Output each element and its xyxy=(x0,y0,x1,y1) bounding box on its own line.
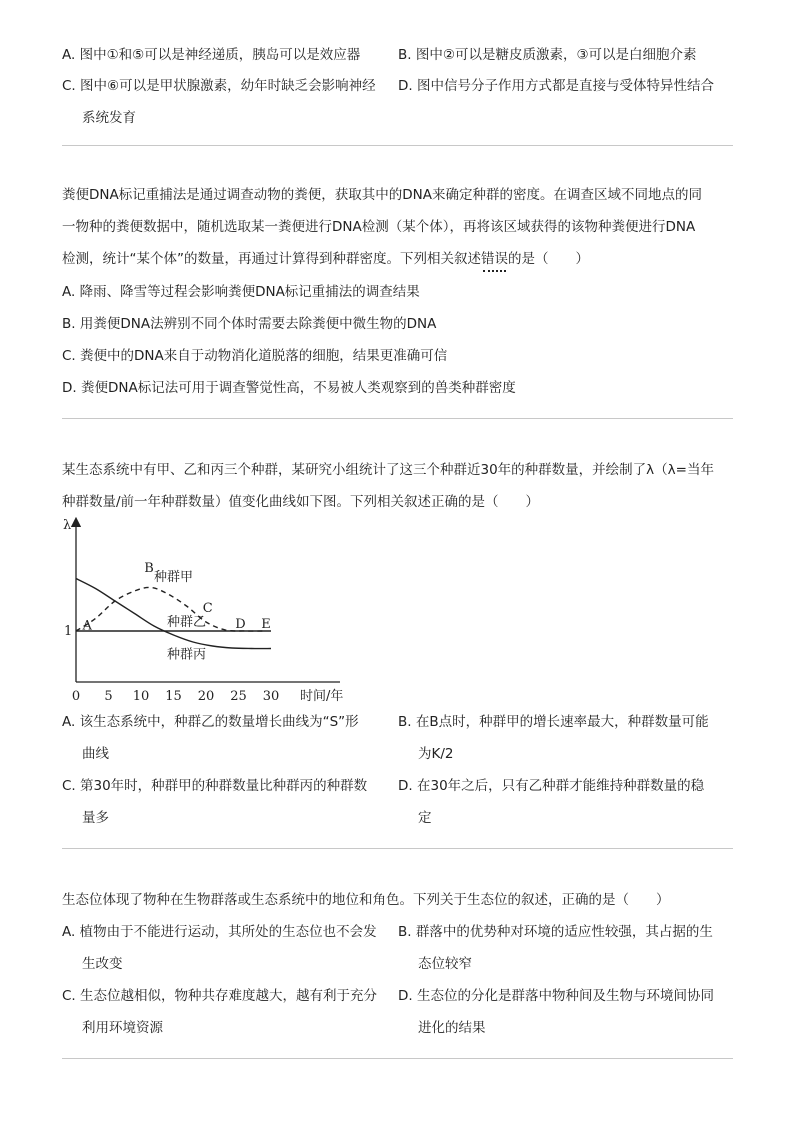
question-divider xyxy=(62,418,733,419)
q3-option-c-continued: 量多 xyxy=(82,810,109,826)
q2-stem-line1: 粪便DNA标记重捕法是通过调查动物的粪便，获取其中的DNA来确定种群的密度。在调查区域不同地点的同 xyxy=(62,187,702,203)
q4-stem: 生态位体现了物种在生物群落或生态系统中的地位和角色。下列关于生态位的叙述，正确的是（ ） xyxy=(62,892,670,908)
q4-option-b: B. 群落中的优势种对环境的适应性较强，其占据的生 xyxy=(398,924,713,940)
q2-emphasis-word: 错误 xyxy=(481,251,508,267)
x-tick-label: 10 xyxy=(132,689,150,704)
q3-option-a-continued: 曲线 xyxy=(82,746,109,762)
q2-option-a: A. 降雨、降雪等过程会影响粪便DNA标记重捕法的调查结果 xyxy=(62,284,420,300)
lambda-chart xyxy=(60,516,380,708)
q3-option-b: B. 在B点时，种群甲的增长速率最大，种群数量可能 xyxy=(398,714,709,730)
series-label: 种群甲 xyxy=(154,570,194,585)
q3-option-a: A. 该生态系统中，种群乙的数量增长曲线为“S”形 xyxy=(62,714,359,730)
point-label: B xyxy=(144,561,154,576)
series-line-3 xyxy=(76,579,271,649)
q1-option-c: C. 图中⑥可以是甲状腺激素，幼年时缺乏会影响神经 xyxy=(62,78,376,94)
y-tick-label: 1 xyxy=(64,624,73,639)
question-divider xyxy=(62,1058,733,1059)
q3-option-b-continued: 为K/2 xyxy=(418,746,454,762)
q2-option-c: C. 粪便中的DNA来自于动物消化道脱落的细胞，结果更准确可信 xyxy=(62,348,448,364)
q1-option-a: A. 图中①和⑤可以是神经递质，胰岛可以是效应器 xyxy=(62,47,361,63)
point-label: D xyxy=(235,617,246,632)
x-tick-label: 15 xyxy=(165,689,182,704)
q1-option-b: B. 图中②可以是糖皮质激素，③可以是白细胞介素 xyxy=(398,47,697,63)
x-tick-label: 20 xyxy=(197,689,215,704)
q2-stem-text: 检测，统计“某个体”的数量，再通过计算得到种群密度。下列相关叙述 xyxy=(62,251,481,267)
q4-option-c-continued: 利用环境资源 xyxy=(82,1020,163,1036)
question-divider xyxy=(62,848,733,849)
q1-option-d: D. 图中信号分子作用方式都是直接与受体特异性结合 xyxy=(398,78,714,94)
q3-option-d: D. 在30年之后，只有乙种群才能维持种群数量的稳 xyxy=(398,778,705,794)
series-label: 种群丙 xyxy=(167,647,207,663)
q4-option-c: C. 生态位越相似，物种共存难度越大，越有利于充分 xyxy=(62,988,378,1004)
q3-stem-line1: 某生态系统中有甲、乙和丙三个种群，某研究小组统计了这三个种群近30年的种群数量，并绘制了λ（λ=当年 xyxy=(62,462,714,478)
x-tick-label: 25 xyxy=(230,689,247,704)
q3-option-d-continued: 定 xyxy=(418,810,432,826)
point-label: C xyxy=(202,601,213,616)
q1-option-c-continued: 系统发育 xyxy=(82,110,136,126)
q2-stem-line2: 一物种的粪便数据中，随机选取某一粪便进行DNA检测（某个体），再将该区域获得的该物种粪便进行DNA xyxy=(62,219,696,235)
x-tick-label: 5 xyxy=(104,689,113,704)
q4-option-a-continued: 生改变 xyxy=(82,956,123,972)
x-axis-title: 时间/年 xyxy=(300,689,344,704)
q4-option-b-continued: 态位较窄 xyxy=(418,956,472,972)
q4-option-a: A. 植物由于不能进行运动，其所处的生态位也不会发 xyxy=(62,924,377,940)
q2-stem-tail: 的是（ ） xyxy=(508,251,589,267)
q2-option-b: B. 用粪便DNA法辨别不同个体时需要去除粪便中微生物的DNA xyxy=(62,316,437,332)
y-axis-title: λ xyxy=(63,518,72,533)
q4-option-d: D. 生态位的分化是群落中物种间及生物与环境间协同 xyxy=(398,988,714,1004)
point-label: E xyxy=(261,617,271,632)
q2-stem-line3 xyxy=(62,251,589,267)
series-label: 种群乙 xyxy=(167,615,207,630)
q3-option-c: C. 第30年时，种群甲的种群数量比种群丙的种群数 xyxy=(62,778,368,794)
q4-option-d-continued: 进化的结果 xyxy=(418,1020,486,1036)
x-tick-label: 0 xyxy=(71,689,81,704)
q2-option-d: D. 粪便DNA标记法可用于调查警觉性高，不易被人类观察到的兽类种群密度 xyxy=(62,380,516,396)
q3-stem-line2: 种群数量/前一年种群数量）值变化曲线如下图。下列相关叙述正确的是（ ） xyxy=(62,494,540,510)
point-label: A xyxy=(82,618,92,634)
x-tick-label: 30 xyxy=(262,689,280,704)
question-divider xyxy=(62,145,733,146)
